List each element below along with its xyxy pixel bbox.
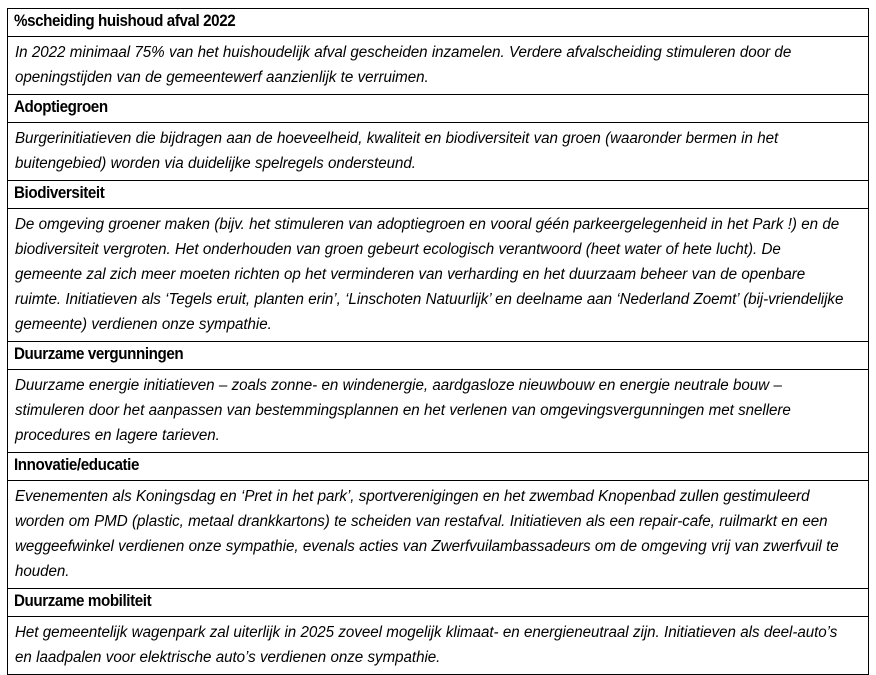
section-heading: Duurzame vergunningen [14,345,184,363]
section-body-cell [8,617,869,675]
table-row [8,123,869,181]
section-heading: Innovatie/educatie [14,456,139,474]
section-body: De omgeving groener maken (bijv. het stimuleren van adoptiegroen en vooral géén parkeergelegenheid in het Park !) en de biodiversiteit vergroten. Het onderhouden van groen gebeurt ecologisch verantwoord (heet water of hete lucht). De gemeente zal zich meer moeten richten op het verminderen van verharding en het duurzaam beheer van de openbare ruimte. Initiatieven als ‘Tegels eruit, planten erin’, ‘Linschoten Natuurlijk’ en deelname aan ‘Nederland Zoemt’ (bij-vriendelijke gemeente) verdienen onze sympathie. [15,216,844,333]
table-row [8,453,869,481]
section-heading-cell [8,589,869,617]
section-body: In 2022 minimaal 75% van het huishoudelijk afval gescheiden inzamelen. Verdere afvalscheiding stimuleren door de openingstijden van de gemeentewerf aanzienlijk te verruimen. [15,44,792,86]
section-heading-cell [8,453,869,481]
section-heading-cell [8,342,869,370]
table-body [8,9,869,675]
table-row [8,181,869,209]
table-row [8,370,869,453]
table-row [8,209,869,342]
section-body: Duurzame energie initiatieven – zoals zonne- en windenergie, aardgasloze nieuwbouw en energie neutrale bouw – stimuleren door het aanpassen van bestemmingsplannen en het verlenen van omgevingsvergunningen met snellere procedures en lagere tarieven. [15,377,791,444]
section-heading: Adoptiegroen [14,98,108,116]
table-row [8,617,869,675]
section-heading: Biodiversiteit [14,184,105,202]
table-row [8,9,869,37]
section-body: Het gemeentelijk wagenpark zal uiterlijk in 2025 zoveel mogelijk klimaat- en energieneutraal zijn. Initiatieven als deel-auto’s en laadpalen voor elektrische auto’s verdienen onze sympathie. [15,624,838,666]
section-body-cell [8,123,869,181]
section-heading-cell [8,95,869,123]
section-heading: Duurzame mobiliteit [14,592,152,610]
table-row [8,37,869,95]
table-row [8,95,869,123]
section-heading-cell [8,9,869,37]
section-body: Burgerinitiatieven die bijdragen aan de hoeveelheid, kwaliteit en biodiversiteit van groen (waaronder bermen in het buitengebied) worden via duidelijke spelregels ondersteund. [15,130,779,172]
table-row [8,589,869,617]
section-heading-cell [8,181,869,209]
section-heading: %scheiding huishoud afval 2022 [14,12,236,30]
section-body-cell [8,370,869,453]
section-body-cell [8,481,869,589]
policy-topics-table [7,8,869,675]
table-row [8,481,869,589]
table-row [8,342,869,370]
section-body: Evenementen als Koningsdag en ‘Pret in het park’, sportverenigingen en het zwembad Knopenbad zullen gestimuleerd worden om PMD (plastic, metaal drankkartons) te scheiden van restafval. Initiatieven als een repair-cafe, ruilmarkt en een weggeefwinkel verdienen onze sympathie, evenals acties van Zwerfvuilambassadeurs om de omgeving vrij van zwerfvuil te houden. [15,488,839,580]
section-body-cell [8,37,869,95]
section-body-cell [8,209,869,342]
